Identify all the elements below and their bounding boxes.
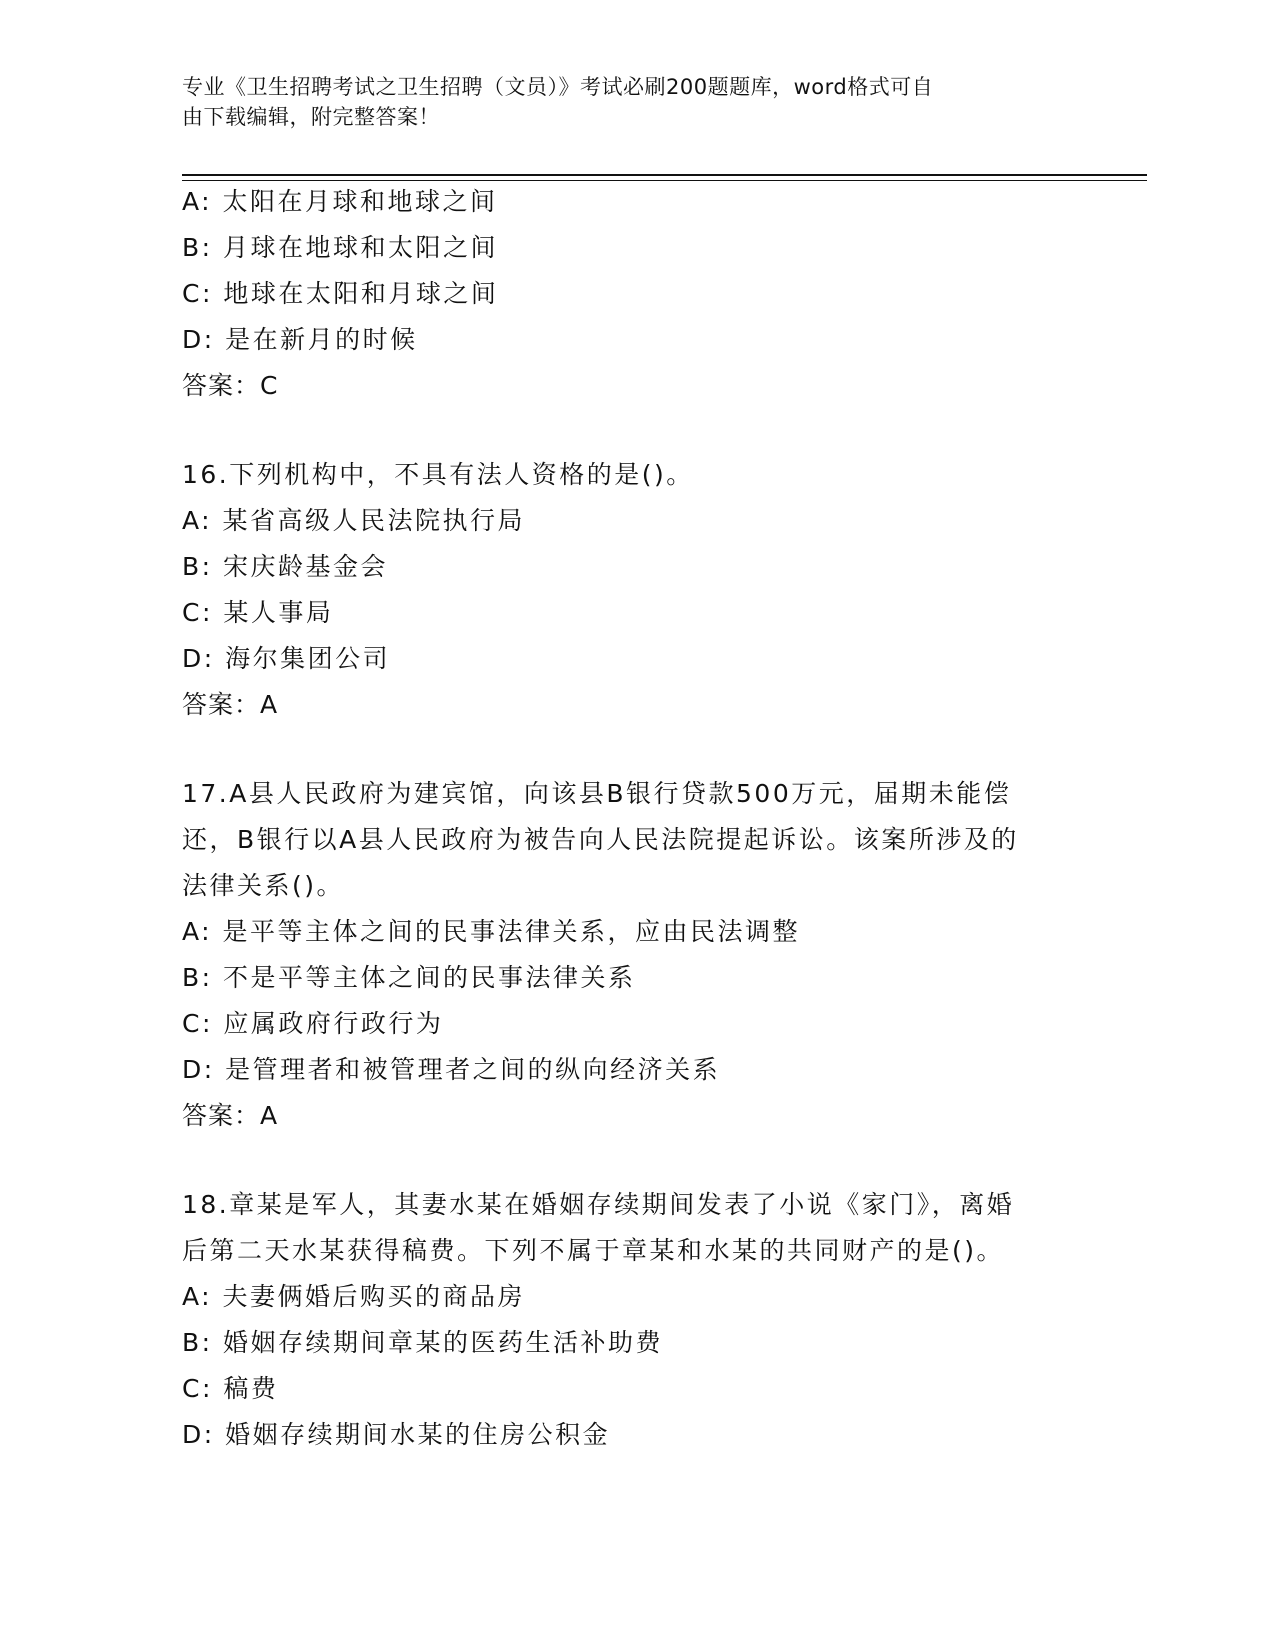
question-stem-line-2: 还，B银行以A县人民政府为被告向人民法院提起诉讼。该案所涉及的 [182, 825, 1019, 854]
answer-label: 答案：C [182, 371, 279, 400]
header-rule-thick [182, 174, 1147, 176]
question-stem-line-2: 后第二天水某获得稿费。下列不属于章某和水某的共同财产的是()。 [182, 1236, 1005, 1265]
option-b: B: 月球在地球和太阳之间 [182, 233, 499, 262]
option-b: B: 不是平等主体之间的民事法律关系 [182, 963, 636, 992]
option-a: A: 是平等主体之间的民事法律关系，应由民法调整 [182, 917, 801, 946]
option-c: C: 稿费 [182, 1374, 279, 1403]
answer-label: 答案：A [182, 1101, 279, 1130]
question-stem-line-3: 法律关系()。 [182, 871, 345, 900]
question-17 [182, 771, 1082, 1139]
option-c: C: 地球在太阳和月球之间 [182, 279, 499, 308]
question-content [182, 179, 1082, 1458]
question-15 [182, 179, 1082, 409]
question-stem-line-1: 17.A县人民政府为建宾馆，向该县B银行贷款500万元，届期未能偿 [182, 779, 1012, 808]
question-stem: 16.下列机构中，不具有法人资格的是()。 [182, 460, 694, 489]
option-b: B: 婚姻存续期间章某的医药生活补助费 [182, 1328, 664, 1357]
question-16 [182, 452, 1082, 728]
option-d: D: 海尔集团公司 [182, 644, 391, 673]
option-d: D: 是在新月的时候 [182, 325, 418, 354]
option-a: A: 某省高级人民法院执行局 [182, 506, 526, 535]
option-a: A: 太阳在月球和地球之间 [182, 187, 498, 216]
option-a: A: 夫妻俩婚后购买的商品房 [182, 1282, 526, 1311]
question-stem-line-1: 18.章某是军人，其妻水某在婚姻存续期间发表了小说《家门》，离婚 [182, 1190, 1015, 1219]
question-18 [182, 1182, 1082, 1458]
option-b: B: 宋庆龄基金会 [182, 552, 389, 581]
option-c: C: 某人事局 [182, 598, 334, 627]
document-header [182, 72, 1042, 132]
option-c: C: 应属政府行政行为 [182, 1009, 444, 1038]
header-line-1: 专业《卫生招聘考试之卫生招聘（文员）》考试必刷200题题库，word格式可自 [182, 75, 934, 99]
option-d: D: 是管理者和被管理者之间的纵向经济关系 [182, 1055, 721, 1084]
option-d: D: 婚姻存续期间水某的住房公积金 [182, 1420, 611, 1449]
answer-label: 答案：A [182, 690, 279, 719]
header-line-2: 由下载编辑，附完整答案！ [182, 105, 440, 129]
